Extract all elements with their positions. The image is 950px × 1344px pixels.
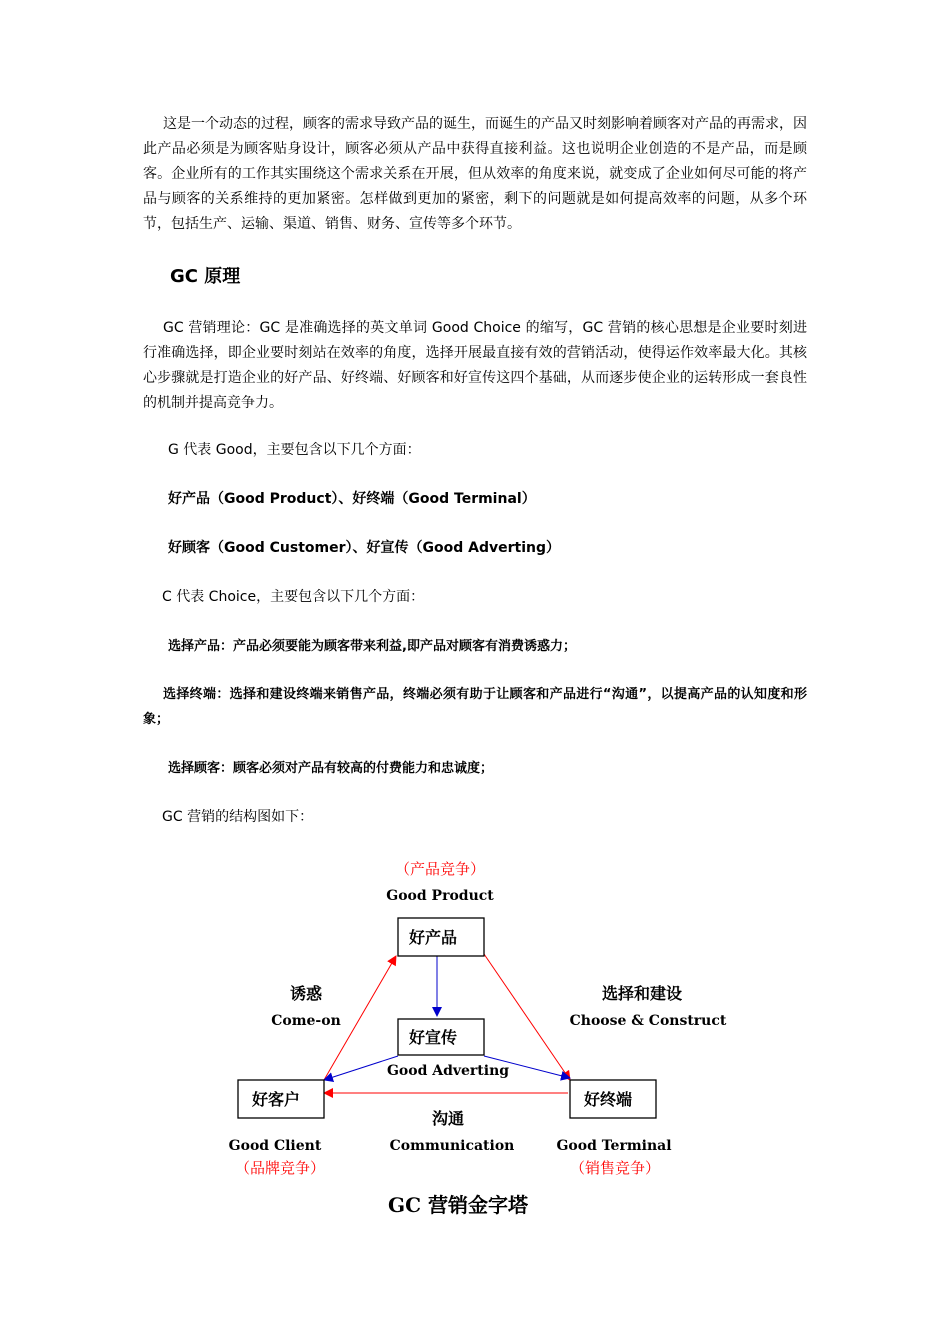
arrow-product-to-terminal xyxy=(484,954,570,1080)
c-item-3: 选择顾客：顾客必须对产品有较高的付费能力和忠诚度； xyxy=(168,761,494,776)
client-en-label: Good Client xyxy=(228,1138,322,1154)
section-heading: GC 原理 xyxy=(170,266,241,287)
intro-paragraph: 这是一个动态的过程，顾客的需求导致产品的诞生，而诞生的产品又时刻影响着顾客对产品的再需求，因此产品必须是为顾客贴身设计，顾客必须从产品中获得直接利益。这也说明企业创造的不是产品，而是顾客。企业所有的工作其实围绕这个需求关系在开展，但从效率的角度来说，就变成了企业如何尽可能的将产品与顾客的关系维持的更加紧密。怎样做到更加的紧密，剩下的问题就是如何提高效率的问题，从多个环节，包括生产、运输、渠道、销售、财务、宣传等多个环节。 xyxy=(143,116,807,232)
box-advert-label: 好宣传 xyxy=(408,1028,458,1047)
left-cn-label: 诱惑 xyxy=(289,984,323,1003)
c-item-2: 选择终端：选择和建设终端来销售产品，终端必须有助于让顾客和产品进行“沟通”，以提高产品的认知度和形象； xyxy=(143,687,807,727)
diagram-title: GC 营销金字塔 xyxy=(388,1193,528,1217)
bottom-en-label: Communication xyxy=(389,1138,515,1154)
g-intro: G 代表 Good，主要包含以下几个方面： xyxy=(168,442,421,458)
bottom-cn-label: 沟通 xyxy=(431,1109,465,1128)
c-item-1: 选择产品：产品必须要能为顾客带来利益,即产品对顾客有消费诱惑力； xyxy=(168,639,576,654)
c-intro: C 代表 Choice，主要包含以下几个方面： xyxy=(162,589,425,605)
center-en-label: Good Adverting xyxy=(386,1063,510,1079)
gc-pyramid-diagram xyxy=(220,848,740,1228)
terminal-en-label: Good Terminal xyxy=(556,1138,672,1154)
box-terminal-label: 好终端 xyxy=(583,1090,633,1109)
box-client-label: 好客户 xyxy=(251,1090,301,1109)
g-item-1: 好产品（Good Product）、好终端（Good Terminal） xyxy=(168,491,536,507)
right-cn-label: 选择和建设 xyxy=(601,984,683,1003)
structure-intro: GC 营销的结构图如下： xyxy=(162,809,314,825)
box-product-label: 好产品 xyxy=(408,928,458,947)
theory-paragraph: GC 营销理论：GC 是准确选择的英文单词 Good Choice 的缩写，GC 营销的核心思想是企业要时刻进行准确选择，即企业要时刻站在效率的角度，选择开展最直接有效的营销活动，使得运作效率最大化。其核心步骤就是打造企业的好产品、好终端、好顾客和好宣传这四个基础，从而逐步使企业的运转形成一套良性的机制并提高竞争力。 xyxy=(143,320,807,411)
client-competition-label: （品牌竞争） xyxy=(234,1159,326,1177)
top-competition-label: （产品竞争） xyxy=(394,860,486,878)
left-en-label: Come-on xyxy=(271,1013,341,1029)
top-english-label: Good Product xyxy=(386,888,494,904)
terminal-competition-label: （销售竞争） xyxy=(569,1159,661,1177)
right-en-label: Choose & Construct xyxy=(569,1013,727,1029)
g-item-2: 好顾客（Good Customer）、好宣传（Good Adverting） xyxy=(168,540,560,556)
